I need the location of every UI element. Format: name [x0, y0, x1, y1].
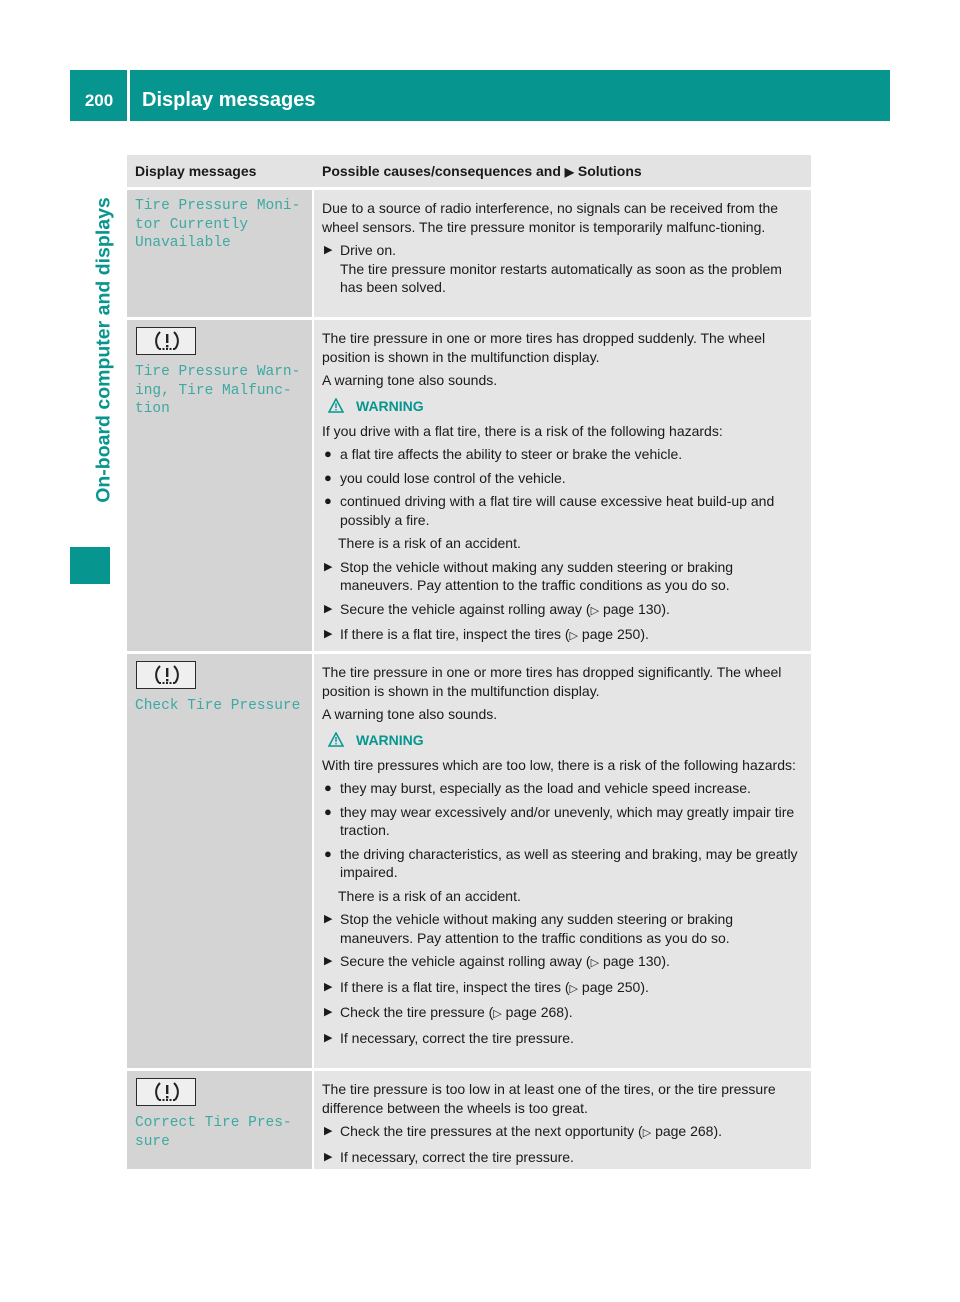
display-message: Check Tire Pressure — [135, 698, 301, 714]
message-cell — [127, 320, 312, 651]
action-step — [322, 1122, 805, 1143]
cause-text: Due to a source of radio interference, no signals can be received from the wheel sensors. The tire pressure monitor is temporarily malfunc‐tioning. — [322, 200, 779, 235]
action-text — [340, 1003, 573, 1024]
action-step — [322, 1029, 805, 1048]
message-cell — [127, 654, 312, 1068]
page-number: 200 — [84, 91, 114, 110]
action-text-pre: Check the tire pressures at the next opportunity ( — [340, 1123, 643, 1139]
hazard-text: continued driving with a flat tire will cause excessive heat build-up and possibly a fire. — [340, 493, 775, 528]
tire-pressure-warning-icon — [136, 327, 196, 355]
action-text — [340, 952, 670, 973]
warning-triangle-icon — [328, 732, 344, 747]
bullet-icon: ● — [324, 469, 332, 485]
solution-cell — [314, 1071, 811, 1169]
table-header-row — [127, 155, 811, 190]
col-header-prefix: Possible causes/consequences and — [322, 163, 561, 179]
action-text-post: ). — [713, 1123, 723, 1139]
hazard-text: you could lose control of the vehicle. — [340, 469, 566, 486]
page-ref-icon: ▷ — [590, 957, 600, 969]
hazard-text: they may burst, especially as the load and vehicle speed increase. — [340, 780, 751, 796]
bullet-icon: ● — [324, 803, 332, 819]
action-step — [322, 910, 805, 947]
page-ref-icon: ▷ — [590, 604, 600, 617]
action-step — [322, 1003, 805, 1024]
col-header-suffix: Solutions — [577, 163, 642, 179]
page-header — [70, 70, 890, 121]
action-text: If necessary, correct the tire pressure. — [340, 1029, 574, 1046]
message-cell — [127, 190, 312, 317]
action-step — [322, 952, 805, 973]
tire-pressure-warning-icon — [136, 1078, 196, 1106]
action-text-pre: Check the tire pressure ( — [340, 1004, 494, 1020]
message-cell — [127, 1071, 312, 1169]
action-text-post: ). — [661, 600, 670, 617]
action-text: Stop the vehicle without making any sudden steering or braking maneuvers. Pay attention to the traffic conditions as you do so. — [340, 911, 734, 946]
display-messages-table — [127, 155, 811, 1172]
display-message: Correct Tire Pres‐ sure — [135, 1115, 292, 1150]
hazard-item — [322, 492, 805, 529]
action-arrow-icon: ▶ — [324, 244, 333, 256]
solution-cell — [314, 320, 811, 651]
action-arrow-icon: ▶ — [324, 628, 333, 640]
action-text — [340, 978, 649, 999]
col-header-causes-solutions — [314, 155, 811, 187]
action-detail: The tire pressure monitor restarts automatically as soon as the problem has been solved. — [340, 260, 782, 295]
action-step — [322, 600, 805, 621]
action-text-pre: Secure the vehicle against rolling away ( — [340, 953, 591, 969]
play-arrow-icon: ▶ — [564, 165, 575, 179]
hazard-text: a flat tire affects the ability to steer or brake the vehicle. — [340, 446, 683, 462]
action-step — [322, 625, 805, 646]
action-text-post: ). — [640, 978, 649, 995]
hazard-item — [322, 779, 805, 798]
hazard-item — [322, 469, 805, 488]
action-arrow-icon: ▶ — [324, 560, 333, 573]
table-row — [127, 320, 811, 654]
action-text-post: ). — [661, 953, 670, 969]
action-arrow-icon: ▶ — [324, 913, 333, 925]
bullet-icon: ● — [324, 780, 332, 795]
action-text — [340, 625, 649, 646]
solution-cell — [314, 654, 811, 1068]
hazard-text: they may wear excessively and/or unevenly, which may greatly impair tire traction. — [340, 803, 795, 838]
table-row — [127, 654, 811, 1071]
chapter-side-label — [84, 165, 124, 535]
hazard-text: the driving characteristics, as well as steering and braking, may be greatly impaired. — [340, 845, 798, 880]
page-ref-icon: ▷ — [569, 982, 579, 995]
tone-text: A warning tone also sounds. — [322, 706, 498, 722]
page-ref-link[interactable]: page 268 — [655, 1123, 714, 1139]
action-step — [322, 978, 805, 999]
warning-label: WARNING — [356, 397, 424, 414]
page-ref-link[interactable]: page 130 — [602, 953, 662, 969]
page-ref-icon: ▷ — [642, 1127, 652, 1139]
action-arrow-icon: ▶ — [324, 602, 333, 615]
table-row — [127, 190, 811, 320]
chapter-tab-marker — [70, 547, 110, 584]
display-message: Tire Pressure Warn‐ ing, Tire Malfunc‐ tion — [135, 364, 301, 417]
action-arrow-icon: ▶ — [324, 1125, 333, 1137]
action-text-post: ). — [640, 626, 649, 642]
warning-triangle-icon — [328, 398, 344, 413]
hazard-item — [322, 845, 805, 882]
action-step — [322, 1148, 805, 1167]
page-ref-link[interactable]: page 130 — [602, 600, 662, 617]
action-text-post: ). — [564, 1004, 573, 1020]
action-step — [322, 241, 805, 297]
page-ref-link[interactable]: page 268 — [505, 1004, 565, 1020]
solution-cell — [314, 190, 811, 317]
action-text-pre: If there is a flat tire, inspect the tires ( — [340, 978, 570, 995]
action-text — [340, 600, 670, 621]
bullet-icon: ● — [324, 845, 332, 861]
action-text-pre: If there is a flat tire, inspect the tires ( — [340, 626, 570, 642]
cause-text: The tire pressure in one or more tires has dropped significantly. The wheel position is shown in the multifunction display. — [322, 664, 782, 699]
page-ref-icon: ▷ — [493, 1008, 502, 1020]
warning-label: WARNING — [356, 731, 424, 748]
cause-text: The tire pressure in one or more tires has dropped suddenly. The wheel position is shown in the multifunction display. — [322, 330, 766, 365]
tire-pressure-warning-icon — [136, 661, 196, 689]
hazard-item — [322, 803, 805, 840]
header-divider — [127, 70, 130, 121]
action-step — [322, 558, 805, 595]
tone-text: A warning tone also sounds. — [322, 372, 498, 388]
page-ref-link[interactable]: page 250 — [581, 626, 641, 642]
action-text — [340, 1122, 722, 1143]
action-text: Drive on. — [340, 242, 397, 258]
action-text: Stop the vehicle without making any sudden steering or braking maneuvers. Pay attention to the traffic conditions as you do so. — [340, 558, 734, 593]
action-text-pre: Secure the vehicle against rolling away ( — [340, 600, 591, 617]
table-row — [127, 1071, 811, 1172]
warning-heading — [328, 732, 805, 748]
warning-intro: With tire pressures which are too low, there is a risk of the following hazards: — [322, 756, 796, 773]
risk-text: There is a risk of an accident. — [338, 535, 521, 551]
cause-text: The tire pressure is too low in at least one of the tires, or the tire pressure difference between the wheels is too great. — [322, 1081, 776, 1116]
display-message: Tire Pressure Moni‐ tor Currently Unavailable — [135, 198, 301, 251]
col-header-display-messages: Display messages — [127, 155, 312, 187]
page-ref-icon: ▷ — [569, 630, 579, 642]
action-text: If necessary, correct the tire pressure. — [340, 1148, 574, 1165]
risk-text: There is a risk of an accident. — [338, 887, 521, 904]
action-arrow-icon: ▶ — [324, 980, 333, 993]
warning-intro: If you drive with a flat tire, there is a risk of the following hazards: — [322, 422, 723, 439]
hazard-item — [322, 445, 805, 464]
bullet-icon: ● — [324, 493, 332, 508]
page-title: Display messages — [142, 89, 316, 111]
action-arrow-icon: ▶ — [324, 1031, 333, 1044]
page-ref-link[interactable]: page 250 — [581, 978, 641, 995]
action-arrow-icon: ▶ — [324, 955, 333, 967]
bullet-icon: ● — [324, 446, 332, 461]
action-arrow-icon: ▶ — [324, 1006, 333, 1018]
chapter-title: On-board computer and displays — [92, 197, 115, 503]
warning-heading — [328, 398, 805, 414]
action-arrow-icon: ▶ — [324, 1150, 333, 1163]
